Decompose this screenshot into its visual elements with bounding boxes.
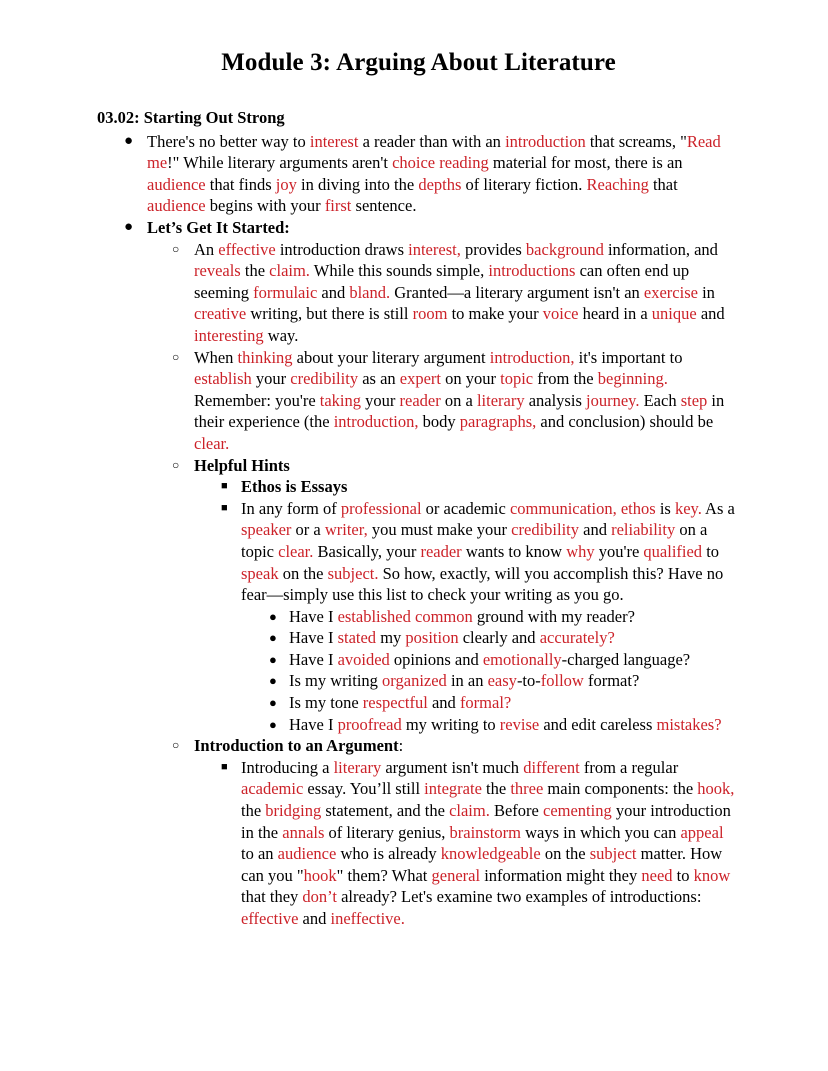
body-text: the [240,261,270,281]
body-text: a reader than with an [358,131,506,151]
highlighted-term: audience [147,174,206,194]
highlighted-term: bland. [349,282,391,302]
body-text: information, and [603,239,718,259]
highlighted-term: credibility [511,520,579,540]
body-text: or a [291,520,325,540]
body-text: matter. How can you " [241,844,723,885]
outline-item-text [194,455,740,477]
highlighted-term: don’t [302,887,337,907]
body-text: your introduction in the [241,801,731,842]
body-text: Helpful Hints [194,455,290,475]
highlighted-term: established common [337,606,473,626]
outline-item-level-4 [260,649,740,671]
body-text: writing, but there is still [246,304,413,324]
highlighted-term: journey. [586,390,640,410]
outline-item-text [194,347,740,455]
bullet-square-icon: ■ [221,501,228,514]
outline-item-level-4 [260,692,740,714]
body-text: your [361,390,400,410]
body-text: in their experience (the [194,390,725,432]
highlighted-term: introductions [488,261,576,281]
outline-item-level-1 [116,131,740,217]
body-text: So how, exactly, will you accomplish this? Have no fear—simply use this list to check your writing as you go. [241,563,724,605]
highlighted-term: annals [282,822,325,842]
highlighted-term: position [405,628,459,648]
body-text: about your literary argument [292,347,490,367]
highlighted-term: exercise [643,282,698,302]
outline-item-text [194,239,740,347]
body-text: heard in a [578,304,652,324]
highlighted-term: clear. [194,433,230,453]
page-title: Module 3: Arguing About Literature [221,49,616,76]
outline-item-level-4 [260,714,740,736]
highlighted-term: academic [241,779,304,799]
body-text: Have I [289,628,338,648]
highlighted-term: interesting [194,325,264,345]
body-text: your [251,369,291,389]
outline-item-level-4 [260,606,740,628]
body-text: on the [278,563,328,583]
highlighted-term: organized [382,671,447,691]
highlighted-term: beginning. [597,369,668,389]
outline-item-level-3 [212,498,740,606]
body-text: introduction draws [275,239,409,259]
body-text: on the [540,844,590,864]
highlighted-term: joy [275,174,297,194]
body-text: from the [533,369,598,389]
highlighted-term: background [525,239,604,259]
body-text: my [376,628,406,648]
highlighted-term: revise [499,714,540,734]
highlighted-term: choice reading [392,153,489,173]
body-text: There's no better way to [147,131,310,151]
body-text: from a regular [579,757,679,777]
bullet-square-icon: ■ [221,480,228,493]
highlighted-term: literary [476,390,525,410]
highlighted-term: need [641,865,673,885]
body-text: opinions and [389,649,483,669]
body-text: ways in which you can [521,822,681,842]
body-text: in an [446,671,488,691]
highlighted-term: proofread [337,714,402,734]
body-text: Have I [289,606,338,626]
body-text: and edit careless [539,714,657,734]
highlighted-term: effective [218,239,276,259]
outline-item-level-2 [164,735,740,757]
body-text: -charged language? [561,649,691,669]
highlighted-term: stated [337,628,377,648]
body-text: Ethos is Essays [241,477,348,497]
highlighted-term: brainstorm [449,822,521,842]
body-text: my writing to [401,714,500,734]
body-text: way. [263,325,299,345]
outline-item-text [194,735,740,757]
outline-item-level-4 [260,627,740,649]
highlighted-term: effective [241,909,299,928]
highlighted-term: subject. [327,563,379,583]
body-text: main components: the [543,779,698,799]
body-text: Each [639,390,681,410]
outline-item-text [289,670,740,692]
outline-item-level-2 [164,239,740,347]
outline-item-level-2 [164,455,740,477]
bullet-circle-icon: ○ [172,457,180,472]
highlighted-term: audience [277,844,337,864]
body-text: or academic [421,498,510,518]
body-text: who is already [336,844,441,864]
body-text: on a topic [241,520,708,561]
body-text: that finds [205,174,276,194]
body-text: Introducing a [241,757,334,777]
body-text: on your [441,369,501,389]
bullet-disc-icon: ● [269,695,277,711]
outline-item-level-3 [212,476,740,498]
section-heading: 03.02: Starting Out Strong [97,108,285,127]
body-text: can often end up seeming [194,261,690,302]
body-text: the [481,779,511,799]
highlighted-term: introduction, [333,412,419,432]
body-text: and conclusion) should be [536,412,714,432]
highlighted-term: bridging [265,801,322,821]
highlighted-term: reader [399,390,441,410]
outline-item-text [147,217,740,239]
body-text: the [241,801,266,821]
highlighted-term: creative [194,304,247,324]
highlighted-term: avoided [337,649,390,669]
bullet-disc-icon: ● [124,219,134,235]
highlighted-term: expert [399,369,442,389]
highlighted-term: speaker [241,520,292,540]
body-text: Let’s Get It Started: [147,218,290,237]
highlighted-term: why [566,541,595,561]
body-text: of literary genius, [324,822,450,842]
body-text: body [418,412,460,432]
highlighted-term: formal? [459,693,512,713]
body-text: information might they [480,865,642,885]
body-text: it's important to [574,347,683,367]
body-text: As a [701,498,735,518]
highlighted-term: introduction [505,131,586,151]
bullet-disc-icon: ● [124,132,134,149]
highlighted-term: three [510,779,544,799]
body-text: analysis [524,390,586,410]
highlighted-term: know [693,865,731,885]
body-text: Have I [289,714,338,734]
body-text: as an [358,369,400,389]
body-text: wants to know [461,541,567,561]
highlighted-term: appeal [680,822,724,842]
body-text: and [317,282,350,302]
body-text: Is my tone [289,693,363,713]
body-text: to [672,865,694,885]
body-text: Have I [289,649,338,669]
body-text: begins with your [205,196,325,216]
body-text: to an [241,844,278,864]
highlighted-term: credibility [290,369,359,389]
highlighted-term: hook [303,865,337,885]
body-text: format? [583,671,640,691]
body-text: and [298,909,331,928]
body-text: statement, and the [321,801,450,821]
highlighted-term: audience [147,196,206,216]
highlighted-term: reader [420,541,462,561]
bullet-circle-icon: ○ [172,349,180,364]
body-text: and [696,304,725,324]
highlighted-term: voice [542,304,579,324]
outline-item-text [147,131,740,217]
outline-list [97,131,740,930]
body-text: An [194,239,219,259]
highlighted-term: different [523,757,580,777]
body-text: Is my writing [289,671,383,691]
highlighted-term: establish [194,369,252,389]
bullet-square-icon: ■ [221,760,228,773]
highlighted-term: clear. [278,541,314,561]
highlighted-term: reliability [611,520,676,540]
body-text: to [702,541,720,561]
body-text: provides [460,239,526,259]
outline-item-level-4 [260,670,740,692]
highlighted-term: communication, ethos [509,498,656,518]
outline-item-text [241,476,740,498]
highlighted-term: hook, [697,779,735,799]
highlighted-term: accurately? [539,628,615,648]
body-text: Before [489,801,543,821]
bullet-disc-icon: ● [269,716,277,732]
outline-item-level-1 [116,217,740,239]
body-text: in diving into the [296,174,419,194]
highlighted-term: literary [333,757,382,777]
highlighted-term: interest [309,131,359,151]
body-text: that screams, " [585,131,687,151]
outline-item-text [241,498,740,606]
outline-item-text [289,714,740,736]
body-text: Granted—a literary argument isn't an [390,282,644,302]
body-text: While this sounds simple, [309,261,489,281]
highlighted-term: qualified [643,541,703,561]
body-text: -to- [516,671,541,691]
highlighted-term: cementing [543,801,612,821]
highlighted-term: thinking [237,347,293,367]
body-text: you're [594,541,644,561]
body-text: in [697,282,715,302]
body-text: to make your [447,304,543,324]
highlighted-term: speak [241,563,279,583]
bullet-circle-icon: ○ [172,241,180,256]
highlighted-term: taking [319,390,362,410]
body-text: is [655,498,675,518]
body-text: already? Let's examine two examples of introductions: [336,887,702,907]
body-text: you must make your [367,520,512,540]
body-text: Remember: you're [194,390,320,410]
body-text: on a [440,390,477,410]
body-text: " them? What [336,865,432,885]
body-text: that they [241,887,303,907]
highlighted-term: room [412,304,448,324]
body-text: and [579,520,612,540]
body-text: sentence. [351,196,417,216]
body-text: When [194,347,238,367]
body-text: clearly and [458,628,540,648]
body-text: Basically, your [313,541,421,561]
highlighted-term: emotionally [482,649,562,669]
bullet-disc-icon: ● [269,673,277,689]
outline-item-text [289,649,740,671]
body-text: essay. You’ll still [303,779,425,799]
outline-item-text [289,606,740,628]
body-text: material for most, there is an [488,153,683,173]
highlighted-term: general [431,865,481,885]
highlighted-term: formulaic [253,282,318,302]
highlighted-term: paragraphs, [459,412,537,432]
body-text: of literary fiction. [461,174,587,194]
highlighted-term: integrate [424,779,482,799]
highlighted-term: claim. [449,801,490,821]
body-text: : [398,736,404,756]
highlighted-term: first [324,196,352,216]
highlighted-term: topic [500,369,534,389]
body-text: !" While literary arguments aren't [167,153,393,173]
outline-item-text [289,627,740,649]
highlighted-term: introduction, [489,347,575,367]
bullet-circle-icon: ○ [172,738,180,753]
highlighted-term: writer, [324,520,368,540]
highlighted-term: easy [487,671,517,691]
bullet-disc-icon: ● [269,651,277,667]
highlighted-term: follow [540,671,584,691]
body-text: and [427,693,460,713]
highlighted-term: reveals [194,261,241,281]
highlighted-term: respectful [362,693,428,713]
highlighted-term: mistakes? [656,714,722,734]
highlighted-term: Reaching [586,174,649,194]
body-text: argument isn't much [381,757,524,777]
body-text: that [648,174,678,194]
body-text: Introduction to an Argument [194,736,399,756]
highlighted-term: professional [340,498,422,518]
highlighted-term: ineffective. [330,909,405,928]
highlighted-term: subject [589,844,637,864]
body-text: ground with my reader? [472,606,635,626]
highlighted-term: claim. [269,261,310,281]
outline-item-level-2 [164,347,740,455]
highlighted-term: interest, [408,239,461,259]
highlighted-term: key. [674,498,702,518]
bullet-disc-icon: ● [269,630,277,646]
highlighted-term: knowledgeable [440,844,541,864]
outline-item-text [289,692,740,714]
outline-item-level-3 [212,757,740,930]
highlighted-term: unique [651,304,697,324]
highlighted-term: depths [418,174,462,194]
highlighted-term: Read me [147,131,721,173]
bullet-disc-icon: ● [269,608,277,624]
outline-item-text [241,757,740,930]
highlighted-term: step [680,390,708,410]
body-text: In any form of [241,498,341,518]
